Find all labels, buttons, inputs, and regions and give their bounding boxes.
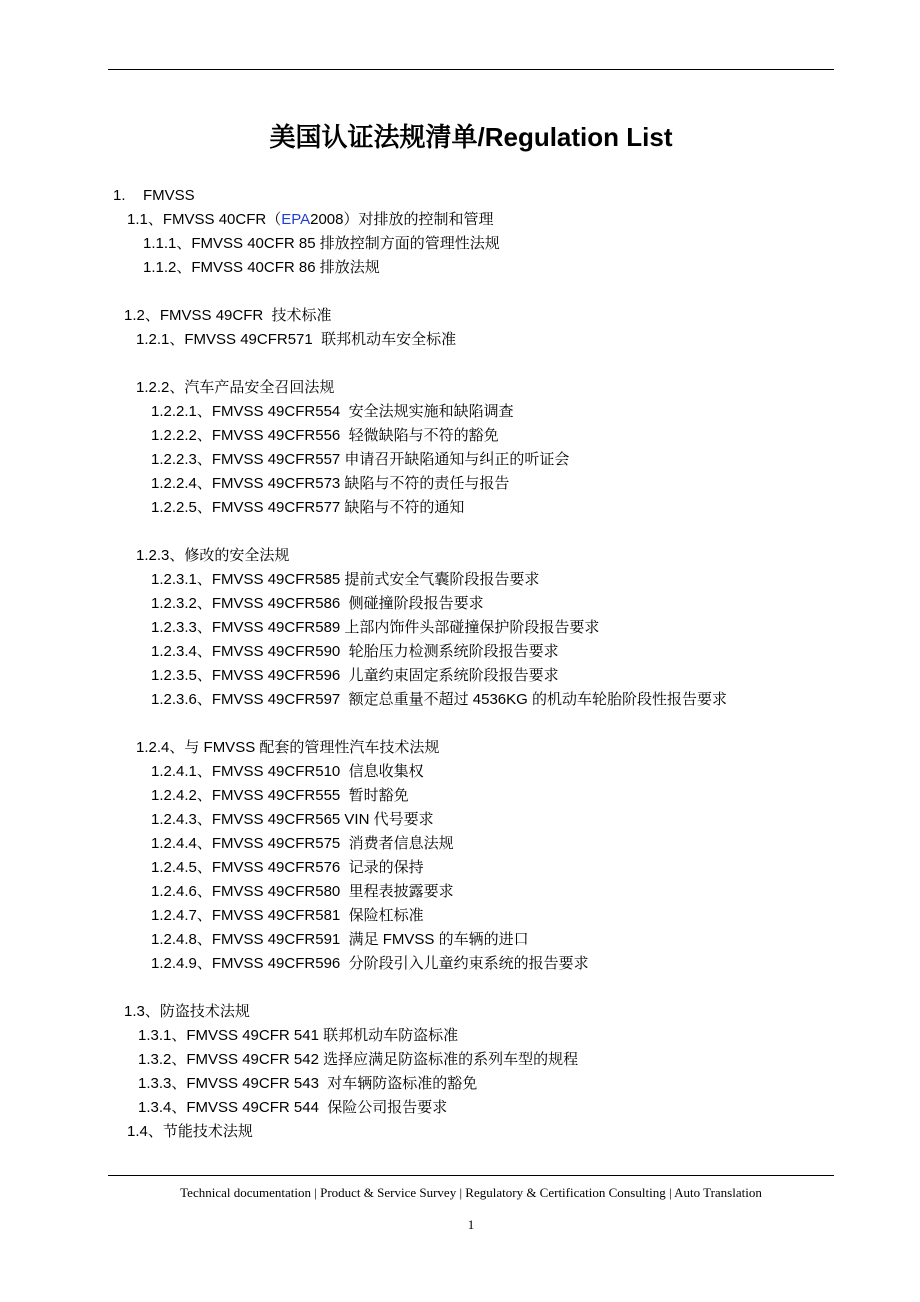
list-item: 1.2.4.6、FMVSS 49CFR580 里程表披露要求 (151, 883, 454, 900)
list-item: 1.2.3.4、FMVSS 49CFR590 轮胎压力检测系统阶段报告要求 (151, 643, 559, 660)
list-item: 1.2.2.1、FMVSS 49CFR554 安全法规实施和缺陷调查 (151, 403, 514, 420)
list-item: 1.2.4.1、FMVSS 49CFR510 信息收集权 (151, 763, 424, 780)
list-item: 1.2.4.9、FMVSS 49CFR596 分阶段引入儿童约束系统的报告要求 (151, 955, 589, 972)
list-item: 1.3.3、FMVSS 49CFR 543 对车辆防盗标准的豁免 (138, 1075, 478, 1092)
list-item: 1.2.2.2、FMVSS 49CFR556 轻微缺陷与不符的豁免 (151, 427, 499, 444)
section-1-2-1: 1.2.1、FMVSS 49CFR571 联邦机动车安全标准 (136, 331, 457, 348)
page-number: 1 (467, 1217, 475, 1232)
section-1-3-title: 1.3、防盗技术法规 (124, 1003, 250, 1020)
heading-1 (0, 184, 920, 208)
page-title: 美国认证法规清单/Regulation List (269, 122, 673, 152)
list-item: 1.2.2.4、FMVSS 49CFR573 缺陷与不符的责任与报告 (151, 475, 510, 492)
section-1-2-4-title: 1.2.4、与 FMVSS 配套的管理性汽车技术法规 (136, 739, 440, 756)
section-1-1-text-after: 2008）对排放的控制和管理 (310, 211, 494, 228)
list-item: 1.3.4、FMVSS 49CFR 544 保险公司报告要求 (138, 1099, 448, 1116)
list-item: 1.2.4.7、FMVSS 49CFR581 保险杠标准 (151, 907, 424, 924)
list-item: 1.2.2.3、FMVSS 49CFR557 申请召开缺陷通知与纠正的听证会 (151, 451, 570, 468)
list-item: 1.2.4.2、FMVSS 49CFR555 暂时豁免 (151, 787, 409, 804)
list-item: 1.2.4.4、FMVSS 49CFR575 消费者信息法规 (151, 835, 454, 852)
section-1-1-text-before: 1.1、FMVSS 40CFR（ (127, 211, 282, 228)
heading-1-label: FMVSS (143, 187, 195, 204)
list-item: 1.3.1、FMVSS 49CFR 541 联邦机动车防盗标准 (138, 1027, 459, 1044)
list-item: 1.2.4.3、FMVSS 49CFR565 VIN 代号要求 (151, 811, 434, 828)
list-item: 1.2.3.6、FMVSS 49CFR597 额定总重量不超过 4536KG 的机动车轮胎阶段性报告要求 (151, 691, 727, 708)
section-1-2-3-title: 1.2.3、修改的安全法规 (136, 547, 290, 564)
list-item: 1.2.3.3、FMVSS 49CFR589 上部内饰件头部碰撞保护阶段报告要求 (151, 619, 600, 636)
section-1-1-highlight: EPA (281, 211, 311, 228)
list-item: 1.2.3.5、FMVSS 49CFR596 儿童约束固定系统阶段报告要求 (151, 667, 559, 684)
section-1-2-2-title: 1.2.2、汽车产品安全召回法规 (136, 379, 335, 396)
section-1-2-title: 1.2、FMVSS 49CFR 技术标准 (124, 307, 332, 324)
section-1-4-title: 1.4、节能技术法规 (127, 1123, 253, 1140)
footer-text: Technical documentation | Product & Service Survey | Regulatory & Certification Consulting | Auto Translation (180, 1185, 762, 1200)
list-item: 1.2.4.5、FMVSS 49CFR576 记录的保持 (151, 859, 424, 876)
list-item: 1.1.1、FMVSS 40CFR 85 排放控制方面的管理性法规 (143, 235, 500, 252)
heading-1-number: 1. (113, 187, 126, 204)
header-rule (108, 69, 834, 70)
footer-rule (108, 1175, 834, 1176)
list-item: 1.2.3.2、FMVSS 49CFR586 侧碰撞阶段报告要求 (151, 595, 484, 612)
section-1-1-title (0, 208, 920, 232)
regulation-outline (0, 184, 920, 1144)
list-item: 1.2.2.5、FMVSS 49CFR577 缺陷与不符的通知 (151, 499, 465, 516)
list-item: 1.1.2、FMVSS 40CFR 86 排放法规 (143, 259, 380, 276)
list-item: 1.2.3.1、FMVSS 49CFR585 提前式安全气囊阶段报告要求 (151, 571, 540, 588)
list-item: 1.3.2、FMVSS 49CFR 542 选择应满足防盗标准的系列车型的规程 (138, 1051, 579, 1068)
list-item: 1.2.4.8、FMVSS 49CFR591 满足 FMVSS 的车辆的进口 (151, 931, 529, 948)
